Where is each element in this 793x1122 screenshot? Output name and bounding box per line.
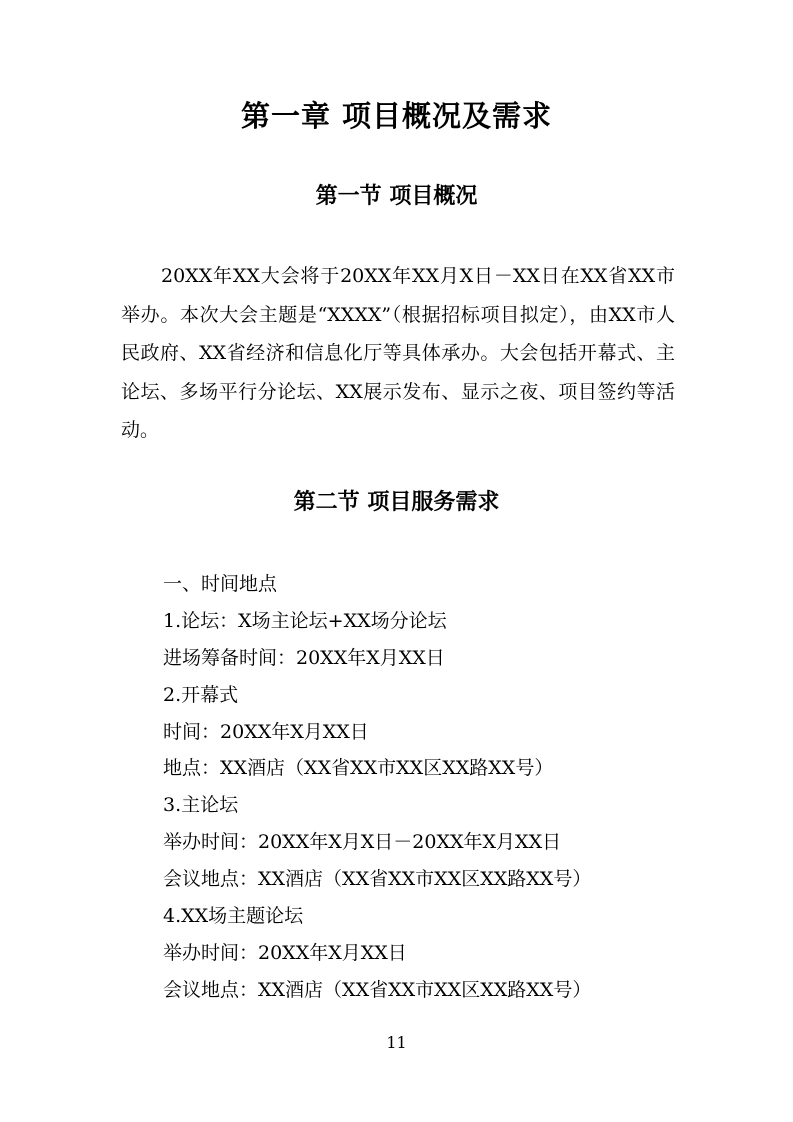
list-item: 地点：XX酒店（XX省XX市XX区XX路XX号）: [163, 757, 554, 780]
list-item: 3.主论坛: [163, 794, 239, 817]
list-item: 2.开幕式: [163, 683, 239, 706]
page-number: 11: [386, 1033, 407, 1052]
list-item: 时间：20XX年X月XX日: [163, 720, 369, 743]
section-1-title: 第一节 项目概况: [315, 184, 478, 209]
list-item: 1.论坛：X场主论坛+XX场分论坛: [163, 609, 447, 632]
service-requirements-list: [163, 566, 683, 1009]
list-item: 4.XX场主题论坛: [163, 905, 304, 928]
list-item: 举办时间：20XX年X月X日－20XX年X月XX日: [163, 831, 562, 854]
list-item: 一、时间地点: [163, 573, 278, 595]
list-item: 进场筹备时间：20XX年X月XX日: [163, 646, 445, 669]
section-2-title: 第二节 项目服务需求: [293, 490, 500, 515]
list-item: 会议地点：XX酒店（XX省XX市XX区XX路XX号）: [163, 868, 592, 891]
list-item: 会议地点：XX酒店（XX省XX市XX区XX路XX号）: [163, 978, 592, 1001]
chapter-title: 第一章 项目概况及需求: [240, 99, 553, 133]
section-1-paragraph: 20XX年XX大会将于20XX年XX月X日－XX日在XX省XX市举办。本次大会主题是“XXXX”（根据招标项目拟定），由XX市人民政府、XX省经济和信息化厅等具体承办。大会包括开幕式、主论坛、多场平行分论坛、XX展示发布、显示之夜、项目签约等活动。: [121, 265, 675, 441]
list-item: 举办时间：20XX年X月XX日: [163, 941, 407, 964]
